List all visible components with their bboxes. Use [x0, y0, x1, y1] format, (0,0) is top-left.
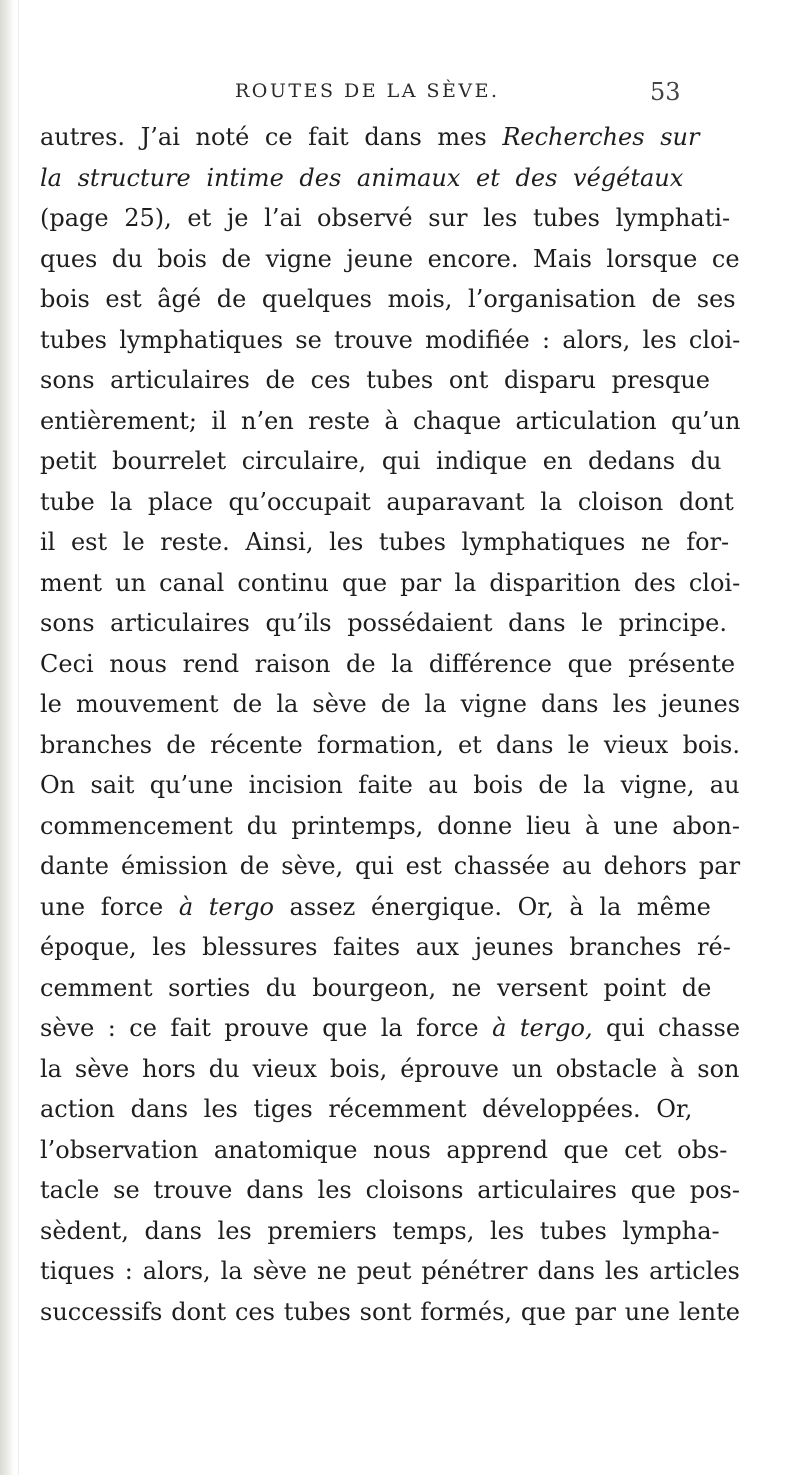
text-line	[40, 320, 740, 361]
italic-text-segment: Recherches sur	[502, 123, 700, 151]
text-line	[40, 684, 740, 725]
text-line	[40, 1049, 740, 1090]
text-segment: Ceci nous rend raison de la différence que présente	[40, 649, 736, 678]
text-segment: branches de récente formation, et dans le vieux bois.	[40, 730, 741, 759]
text-segment: ment un canal continu que par la disparition des cloi-	[40, 568, 741, 597]
text-segment: époque, les blessures faites aux jeunes branches ré-	[40, 933, 731, 961]
text-line	[40, 968, 740, 1009]
running-title: ROUTES DE LA SÈVE.	[235, 80, 500, 102]
text-segment: commencement du printemps, donne lieu à une abon-	[40, 811, 740, 840]
italic-text-segment: à tergo,	[492, 1014, 593, 1042]
text-line	[40, 198, 740, 239]
text-line	[40, 401, 740, 442]
text-segment: sèdent, dans les premiers temps, les tubes lympha-	[40, 1216, 720, 1245]
italic-text-segment: la structure intime des animaux et des végétaux	[40, 163, 684, 192]
text-segment: autres. J’ai noté ce fait dans mes	[40, 123, 503, 151]
text-line	[40, 603, 740, 644]
italic-text-segment: à tergo	[178, 892, 274, 921]
text-line	[40, 1251, 740, 1292]
text-segment: tacle se trouve dans les cloisons articulaires que pos-	[40, 1176, 740, 1204]
text-line	[40, 927, 740, 968]
text-line	[40, 644, 740, 685]
text-segment: (page 25), et je l’ai observé sur les tubes lymphati-	[40, 204, 731, 232]
text-line	[40, 279, 740, 320]
text-segment: assez énergique. Or, à la même	[273, 892, 711, 921]
text-line	[40, 725, 740, 766]
text-segment: dante émission de sève, qui est chassée au dehors par	[40, 852, 741, 880]
text-segment: sève : ce fait prouve que la force	[40, 1014, 493, 1042]
text-segment: tiques : alors, la sève ne peut pénétrer dans les articles	[40, 1257, 740, 1285]
text-line	[40, 117, 740, 158]
text-segment: la sève hors du vieux bois, éprouve un obstacle à son	[40, 1054, 740, 1083]
text-line	[40, 806, 740, 847]
text-line	[40, 522, 740, 563]
text-line	[40, 765, 740, 806]
text-segment: bois est âgé de quelques mois, l’organisation de ses	[40, 285, 736, 313]
text-segment: il est le reste. Ainsi, les tubes lymphatiques ne for-	[40, 528, 730, 556]
text-segment: qui chasse	[592, 1014, 741, 1042]
body-text	[40, 117, 740, 1332]
text-line	[40, 441, 740, 482]
text-line	[40, 1008, 740, 1049]
text-segment: tube la place qu’occupait auparavant la cloison dont	[40, 487, 734, 516]
text-segment: cemment sorties du bourgeon, ne versent point de	[40, 973, 712, 1002]
text-segment: sons articulaires qu’ils possédaient dans le principe.	[40, 609, 727, 637]
page-edge-line	[18, 0, 19, 1475]
text-line	[40, 1292, 740, 1333]
text-line	[40, 1211, 740, 1252]
text-line	[40, 158, 740, 199]
text-line	[40, 1089, 740, 1130]
page-number: 53	[650, 78, 681, 106]
text-line	[40, 239, 740, 280]
text-line	[40, 846, 740, 887]
text-segment: action dans les tiges récemment développées. Or,	[40, 1095, 693, 1123]
page-gutter-shadow	[0, 0, 14, 1475]
text-line	[40, 482, 740, 523]
text-segment: sons articulaires de ces tubes ont disparu presque	[40, 366, 710, 394]
text-segment: successifs dont ces tubes sont formés, que par une lente	[40, 1297, 740, 1326]
text-segment: une force	[40, 892, 179, 921]
page-header	[0, 78, 800, 112]
text-segment: l’observation anatomique nous apprend que cet obs-	[40, 1135, 728, 1164]
text-segment: le mouvement de la sève de la vigne dans les jeunes	[40, 690, 741, 718]
text-line	[40, 887, 740, 928]
text-line	[40, 1170, 740, 1211]
text-segment: ques du bois de vigne jeune encore. Mais lorsque ce	[40, 244, 740, 273]
text-line	[40, 360, 740, 401]
text-line	[40, 1130, 740, 1171]
text-segment: entièrement; il n’en reste à chaque articulation qu’un	[40, 406, 741, 435]
text-line	[40, 563, 740, 604]
text-segment: petit bourrelet circulaire, qui indique en dedans du	[40, 447, 722, 475]
text-segment: tubes lymphatiques se trouve modifiée : alors, les cloi-	[40, 325, 741, 354]
text-segment: On sait qu’une incision faite au bois de la vigne, au	[40, 771, 740, 799]
